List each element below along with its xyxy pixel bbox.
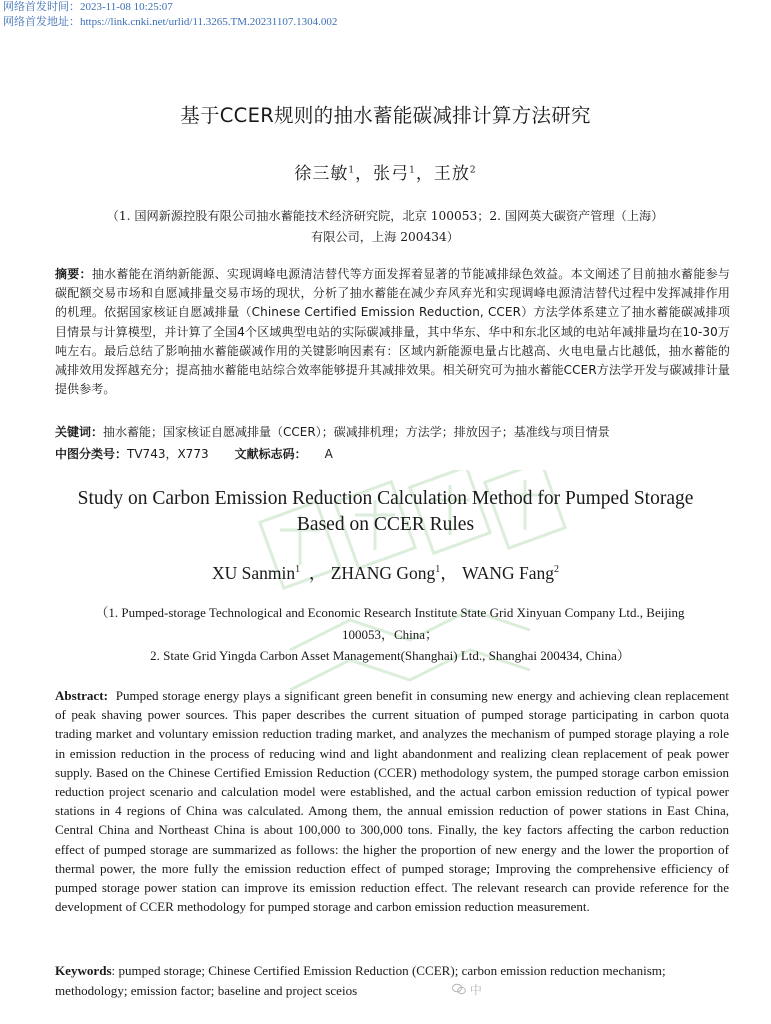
cnki-publish-info (3, 0, 337, 30)
en-author-name: ZHANG Gong (330, 563, 436, 583)
cn-author-aff: 1 (348, 165, 356, 176)
cn-doc-code-value: A (324, 447, 333, 461)
en-abstract-label: Abstract (55, 688, 104, 703)
cn-class-label: 中图分类号： (55, 447, 128, 461)
en-keywords-label: Keywords (55, 963, 112, 978)
cn-author-aff: 1 (409, 165, 416, 176)
publish-url-row (3, 15, 337, 30)
en-abstract-text: Pumped storage energy plays a significant green benefit in consuming new energy and achieving clean replacement of peak shaving power sources. This paper describes the current situation of pumped storage participating in carbon quota trading market and voluntary emission reduction trading market, and analyzes the mechanism of pumped storage playing a role in emission reduction in the process of reducing wind and light abandonment and realizing clean replacement of peak power supply. Based on the Chinese Certified Emission Reduction (CCER) methodology system, the pumped storage carbon emission reduction project scenario and calculation model were established, and the actual carbon emission reduction of typical power stations in 4 regions of China was calculated. Among them, the annual emission reduction of power stations in East China, Central China and Northeast China is about 100,000 to 300,000 tons. Finally, the key factors affecting the carbon reduction effect of pumped storage are summarized as follows: the higher the proportion of new energy and the lower the proportion of thermal power, the more fully the emission reduction effect of pumped storage; Improving the comprehensive efficiency of pumped storage power station can improve its emission reduction effect. The relevant research can provide reference for the development of CCER methodology for pumped storage and carbon emission reduction measurement. (55, 688, 730, 915)
cn-author-name: 张弓 (373, 164, 410, 184)
cn-classification (55, 445, 735, 464)
en-affiliation-line: 100053，China； (341, 626, 439, 642)
en-title-line: Study on Carbon Emission Reduction Calculation Method for Pumped Storage (77, 488, 694, 509)
cn-author-name: 王放 (433, 164, 470, 184)
en-author-aff: 2 (554, 564, 559, 576)
en-affiliation-line: （1. Pumped-storage Technological and Economic Research Institute State Grid Xinyuan Company Ltd., Beijing (95, 605, 685, 620)
en-affiliation (55, 602, 725, 667)
en-authors: XU Sanmin$^1$ ， ZHANG Gong$^1$， WANG Fang$^2$ (211, 563, 559, 583)
wechat-watermark (452, 981, 482, 998)
en-author-name: WANG Fang (462, 563, 554, 583)
cn-abstract (55, 265, 730, 399)
en-author-aff: 1 (435, 564, 441, 576)
en-title-line: Based on CCER Rules (296, 513, 475, 535)
publish-time-value: 2023-11-08 10:25:07 (80, 1, 173, 13)
cn-author-aff: 2 (469, 165, 477, 176)
cn-author-name: 徐三敏 (294, 164, 349, 184)
en-keywords: Keywords: pumped storage; Chinese Certified Emission Reduction (CCER); carbon emission reduction mechanism; methodology; emission factor; baseline and project sceios (55, 963, 666, 998)
en-keywords-text: pumped storage; Chinese Certified Emission Reduction (CCER); carbon emission reduction mechanism; methodology; emission factor; baseline and project sce (55, 963, 666, 998)
wechat-mark-text: 中 (469, 983, 482, 997)
en-affiliation-line: 2. State Grid Yingda Carbon Asset Management(Shanghai) Ltd., Shanghai 200434, China） (150, 648, 630, 663)
cn-keywords (55, 423, 735, 442)
cn-title: 基于CCER规则的抽水蓄能碳减排计算方法研究 (180, 104, 591, 127)
publish-time-row (3, 0, 337, 15)
cn-class-value: TV743，X773 (127, 447, 209, 461)
cn-affiliation-line: 有限公司，上海 200434） (311, 230, 459, 244)
cn-author-sep: ， (355, 164, 374, 184)
cn-author-sep: ， (415, 164, 434, 184)
cn-keywords-label: 关键词： (55, 425, 104, 439)
wechat-logo-icon (452, 983, 466, 995)
publish-url-label: 网络首发地址： (3, 16, 80, 28)
en-abstract: Abstract: Pumped storage energy plays a significant green benefit in consuming new energy and achieving clean replacement of peak shaving power sources. This paper describes the current situation of pumped storage participating in carbon quota trading market and voluntary emission reduction trading market, and analyzes the mechanism of pumped storage playing a role in emission reduction in the process of reducing wind and light abandonment and realizing clean replacement of peak power supply. Based on the Chinese Certified Emission Reduction (CCER) methodology system, the pumped storage carbon emission reduction project scenario and calculation model were established, and the actual carbon emission reduction of typical power stations in 4 regions of China was calculated. Among them, the annual emission reduction of power stations in East China, Central China and Northeast China is about 100,000 to 300,000 tons. Finally, the key factors affecting the carbon reduction effect of pumped storage are summarized as follows: the higher the proportion of new energy and the lower the proportion of thermal power, the more fully the emission reduction effect of pumped storage; Improving the comprehensive efficiency of pumped storage power station can improve its emission reduction effect. The relevant research can provide reference for the development of CCER methodology for pumped storage and carbon emission reduction measurement. (55, 688, 730, 915)
cn-abstract-text: 抽水蓄能在消纳新能源、实现调峰电源清洁替代等方面发挥着显著的节能减排绿色效益。本文阐述了目前抽水蓄能参与碳配额交易市场和自愿减排量交易市场的现状，分析了抽水蓄能在减少弃风弃光和实现调峰电源清洁替代过程中发挥减排作用的机理。依据国家核证自愿减排量（Chinese Certified Emission Reduction, CCER）方法学体系建立了抽水蓄能碳减排项目情景与计算模型，并计算了全国4个区域典型电站的实际碳减排量，其中华东、华中和东北区域的电站年减排量均在10-30万吨左右。最后总结了影响抽水蓄能碳减作用的关键影响因素有：区域内新能源电量占比越高、火电电量占比越低，抽水蓄能的减排效用发挥越充分；提高抽水蓄能电站综合效率能够提升其减排效果。相关研究可为抽水蓄能CCER方法学开发与碳减排计量提供参考。 (55, 267, 730, 397)
publish-url-link[interactable]: https://link.cnki.net/urlid/11.3265.TM.20231107.1304.002 (80, 16, 338, 28)
cn-abstract-label: 摘要： (55, 267, 92, 281)
publish-time-label: 网络首发时间： (3, 1, 80, 13)
cn-authors (0, 159, 771, 184)
en-keywords-tail: ios (341, 982, 358, 998)
en-title (40, 486, 731, 537)
cn-affiliation-line: （1. 国网新源控股有限公司抽水蓄能技术经济研究院，北京 100053；2. 国网英大碳资产管理（上海） (106, 209, 664, 223)
en-author-aff: 1 (295, 564, 301, 576)
en-author-name: XU Sanmin (211, 563, 296, 583)
cn-keywords-text: 抽水蓄能；国家核证自愿减排量（CCER）；碳减排机理；方法学；排放因子；基准线与项目情景 (103, 425, 610, 439)
cn-affiliation (60, 206, 710, 248)
cn-doc-code-label: 文献标志码： (234, 447, 307, 461)
